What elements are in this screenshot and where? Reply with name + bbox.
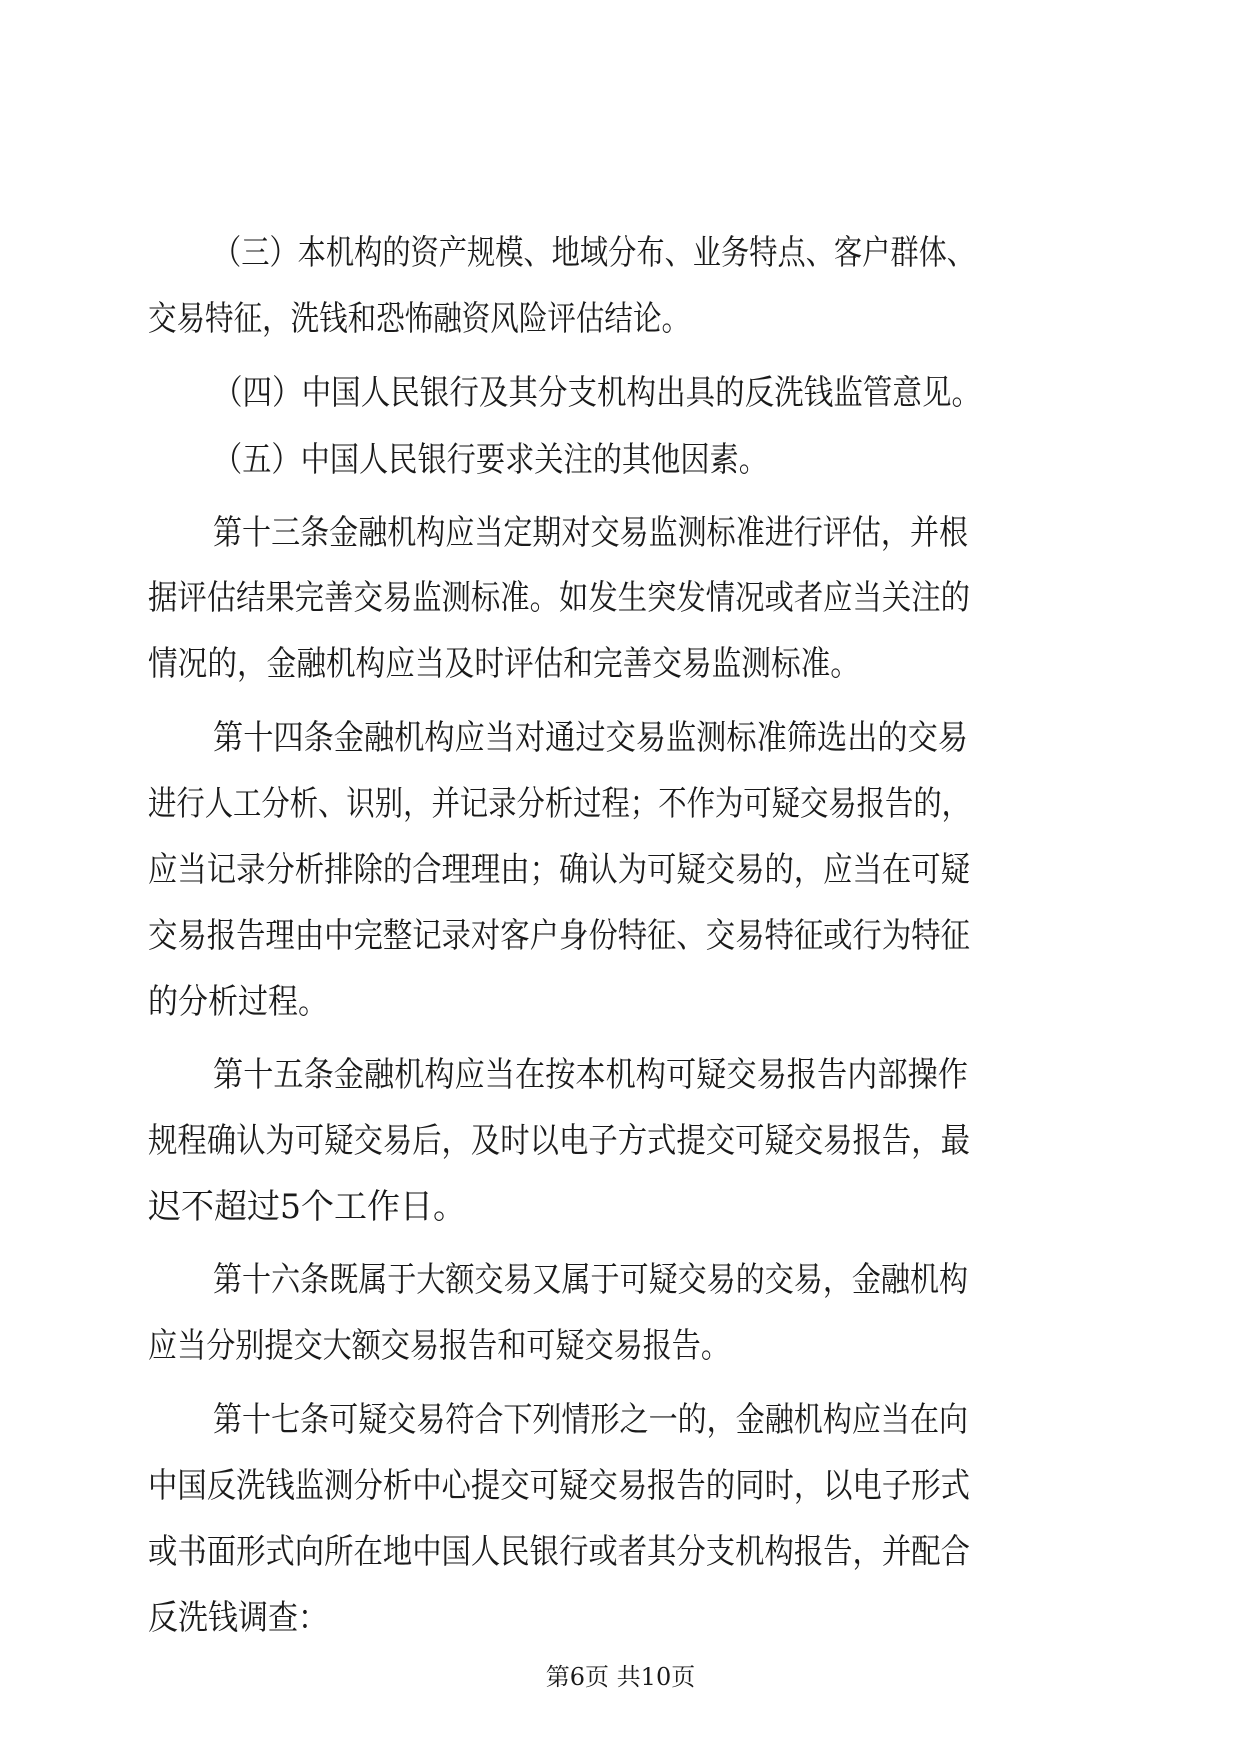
paragraph-line (0, 1522, 1241, 1582)
line-text: 反洗钱调查： (148, 1598, 329, 1638)
line-text: 迟不超过5个工作日。 (148, 1187, 467, 1227)
line-text: 交易特征，洗钱和恐怖融资风险评估结论。 (148, 299, 690, 339)
line-text: （五）中国人民银行要求关注的其他因素。 (213, 440, 768, 480)
paragraph-line (0, 906, 1241, 966)
line-text: 应当分别提交大额交易报告和可疑交易报告。 (148, 1326, 731, 1366)
line-text: 第十五条金融机构应当在按本机构可疑交易报告内部操作 (213, 1055, 968, 1095)
line-text: 情况的，金融机构应当及时评估和完善交易监测标准。 (148, 644, 860, 684)
line-text: （四）中国人民银行及其分支机构出具的反洗钱监管意见。 (213, 373, 982, 413)
paragraph-line (0, 840, 1241, 900)
paragraph-line (0, 1390, 1241, 1450)
line-text: 规程确认为可疑交易后，及时以电子方式提交可疑交易报告，最 (148, 1121, 970, 1161)
line-text: 应当记录分析排除的合理理由；确认为可疑交易的，应当在可疑 (148, 850, 970, 890)
paragraph-line (0, 568, 1241, 628)
line-text: 第十三条金融机构应当定期对交易监测标准进行评估，并根 (213, 513, 969, 553)
page-number-footer: 第6页 共10页 (545, 1663, 696, 1691)
paragraph-line (0, 1045, 1241, 1105)
paragraph-line (0, 1456, 1241, 1516)
line-text: 中国反洗钱监测分析中心提交可疑交易报告的同时，以电子形式 (148, 1466, 970, 1506)
line-text: 第十六条既属于大额交易又属于可疑交易的交易，金融机构 (213, 1260, 969, 1300)
line-text: 交易报告理由中完整记录对客户身份特征、交易特征或行为特征 (148, 916, 970, 956)
line-text: 的分析过程。 (148, 982, 329, 1022)
paragraph-line (0, 430, 1241, 490)
paragraph-line (0, 774, 1241, 834)
paragraph-line (0, 634, 1241, 694)
paragraph-line (0, 503, 1241, 563)
paragraph-line (0, 1250, 1241, 1310)
line-text: 进行人工分析、识别，并记录分析过程；不作为可疑交易报告的， (148, 784, 971, 824)
paragraph-line (0, 223, 1241, 283)
paragraph-line (0, 1316, 1241, 1376)
paragraph-line (0, 708, 1241, 768)
paragraph-line (0, 363, 1241, 423)
paragraph-line (0, 1111, 1241, 1171)
line-text: 据评估结果完善交易监测标准。如发生突发情况或者应当关注的 (148, 578, 970, 618)
line-text: 或书面形式向所在地中国人民银行或者其分支机构报告，并配合 (148, 1532, 970, 1572)
paragraph-line (0, 1588, 1241, 1648)
paragraph-line (0, 972, 1241, 1032)
paragraph-line (0, 289, 1241, 349)
line-text: 第十七条可疑交易符合下列情形之一的，金融机构应当在向 (213, 1400, 969, 1440)
line-text: 第十四条金融机构应当对通过交易监测标准筛选出的交易 (213, 718, 968, 758)
paragraph-line (0, 1177, 1241, 1237)
line-text: （三）本机构的资产规模、地域分布、业务特点、客户群体、 (213, 233, 976, 273)
